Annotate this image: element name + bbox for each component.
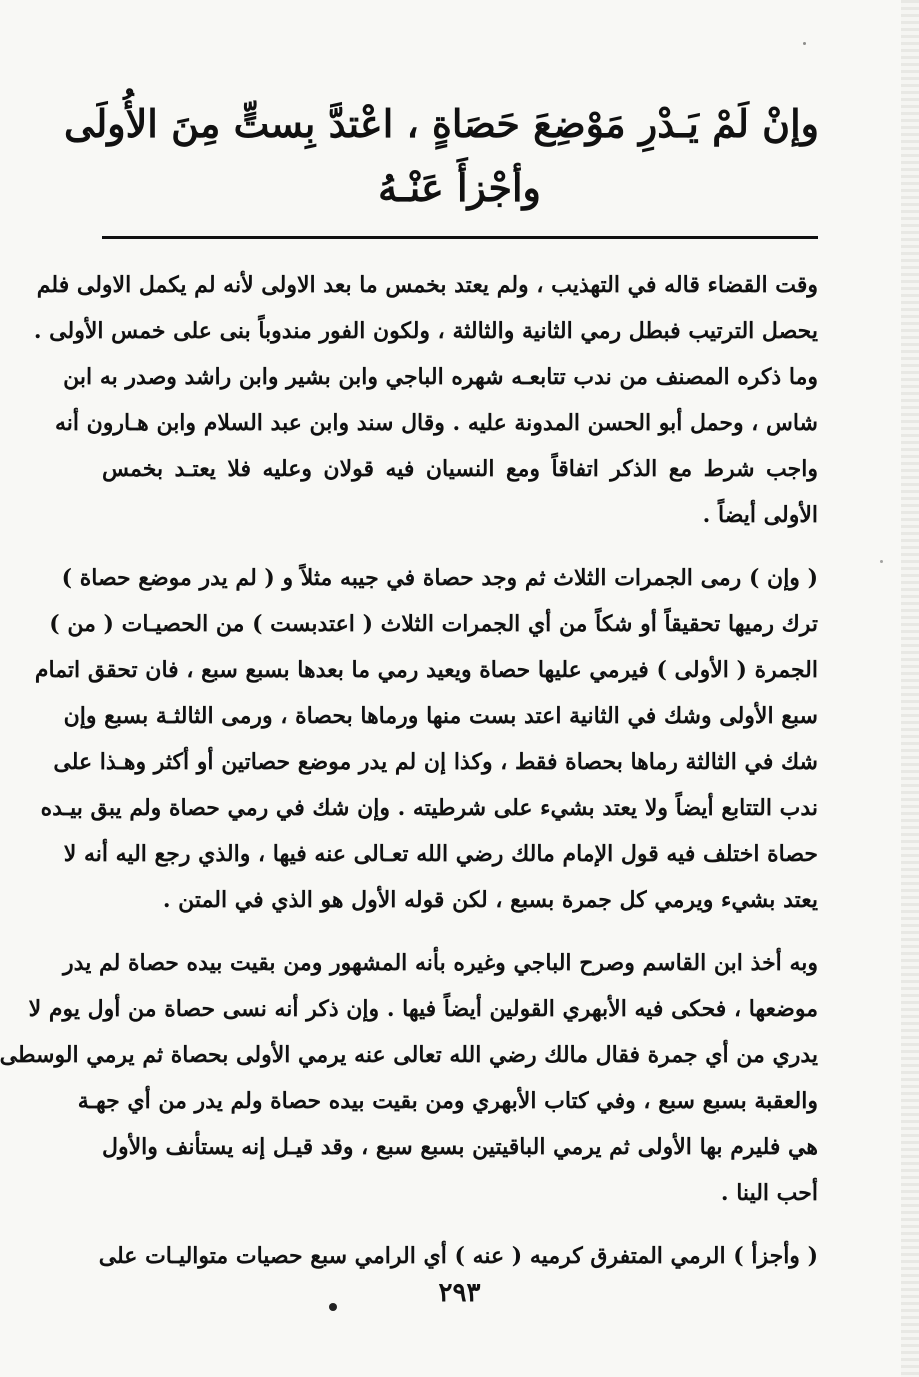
text-line: الجمرة ( الأولى ) فيرمي عليها حصاة ويعيد رمي ما بعدها بسبع سبع ، فان تحقق اتمام bbox=[34, 657, 818, 683]
heading-line-1: وإنْ لَمْ يَـدْرِ مَوْضِعَ حَصَاةٍ ، اعْتدَّ بِستٍّ مِنَ الأُولَى bbox=[64, 101, 819, 146]
text-line: شاس ، وحمل أبو الحسن المدونة عليه . وقال سند وابن عبد السلام وابن هـارون أنه bbox=[54, 410, 818, 436]
text-line: سبع الأولى وشك في الثانية اعتد بست منها ورماها بحصاة ، ورمى الثالثـة بسبع وإن bbox=[63, 703, 818, 729]
paragraph-4 bbox=[98, 1233, 818, 1279]
text-line: ( وأجزأ ) الرمي المتفرق كرميه ( عنه ) أي الرامي سبع حصيات متواليـات على bbox=[98, 1243, 818, 1269]
page-number: ٢٩٣ bbox=[438, 1278, 481, 1308]
text-line: أحب الينا . bbox=[720, 1180, 818, 1206]
text-line: هي فليرم بها الأولى ثم يرمي الباقيتين بسبع سبع ، وقد قيـل إنه يستأنف والأول bbox=[102, 1134, 818, 1160]
paragraph-2 bbox=[34, 555, 818, 923]
section-heading bbox=[64, 92, 819, 220]
text-line: ندب التتابع أيضاً ولا يعتد بشيء على شرطيته . وإن شك في رمي حصاة ولم يبق بيـده bbox=[40, 795, 818, 821]
ink-speck bbox=[329, 1303, 337, 1311]
text-line: واجب شرط مع الذكر اتفاقاً ومع النسيان فيه قولان وعليه فلا يعتـد بخمس bbox=[102, 456, 818, 482]
paragraph-3 bbox=[0, 940, 818, 1216]
heading-line-2: وأجْزأَ عَنْـهُ bbox=[378, 165, 541, 210]
text-line: وقت القضاء قاله في التهذيب ، ولم يعتد بخمس ما بعد الاولى لأنه لم يكمل الاولى فلم bbox=[36, 272, 818, 298]
text-line: وما ذكره المصنف من ندب تتابعـه شهره الباجي وابن بشير وابن راشد وصدر به ابن bbox=[63, 364, 818, 390]
text-line: يدري من أي جمرة فقال مالك رضي الله تعالى عنه يرمي الأولى بحصاة ثم يرمي الوسطى bbox=[0, 1042, 818, 1068]
text-line: شك في الثالثة رماها بحصاة فقط ، وكذا إن لم يدر موضع حصاتين أو أكثر وهـذا على bbox=[53, 749, 818, 775]
text-line: ترك رميها تحقيقاً أو شكاً من أي الجمرات الثلاث ( اعتدبست ) من الحصيـات ( من ) bbox=[49, 611, 818, 637]
ink-speck bbox=[880, 560, 883, 563]
text-line: ( وإن ) رمى الجمرات الثلاث ثم وجد حصاة في جيبه مثلاً و ( لم يدر موضع حصاة ) bbox=[61, 565, 818, 591]
heading-divider bbox=[102, 236, 818, 239]
paragraph-1 bbox=[33, 262, 818, 538]
text-line: وبه أخذ ابن القاسم وصرح الباجي وغيره بأنه المشهور ومن بقيت بيده حصاة لم يدر bbox=[63, 950, 818, 976]
text-line: يعتد بشيء ويرمي كل جمرة بسبع ، لكن قوله الأول هو الذي في المتن . bbox=[162, 887, 818, 913]
text-line: حصاة اختلف فيه قول الإمام مالك رضي الله تعـالى عنه فيها ، والذي رجع اليه أنه لا bbox=[63, 841, 818, 867]
text-line: والعقبة بسبع سبع ، وفي كتاب الأبهري ومن بقيت بيده حصاة ولم يدر من أي جهـة bbox=[77, 1088, 818, 1114]
text-line: يحصل الترتيب فبطل رمي الثانية والثالثة ، ولكون الفور مندوباً بنى على خمس الأولى . bbox=[33, 318, 818, 344]
ink-speck bbox=[803, 42, 806, 45]
page-body bbox=[0, 262, 818, 1279]
scan-edge-right bbox=[901, 0, 919, 1377]
text-line: الأولى أيضاً . bbox=[702, 502, 818, 528]
text-line: موضعها ، فحكى فيه الأبهري القولين أيضاً فيها . وإن ذكر أنه نسى حصاة من أول يوم لا bbox=[28, 996, 818, 1022]
